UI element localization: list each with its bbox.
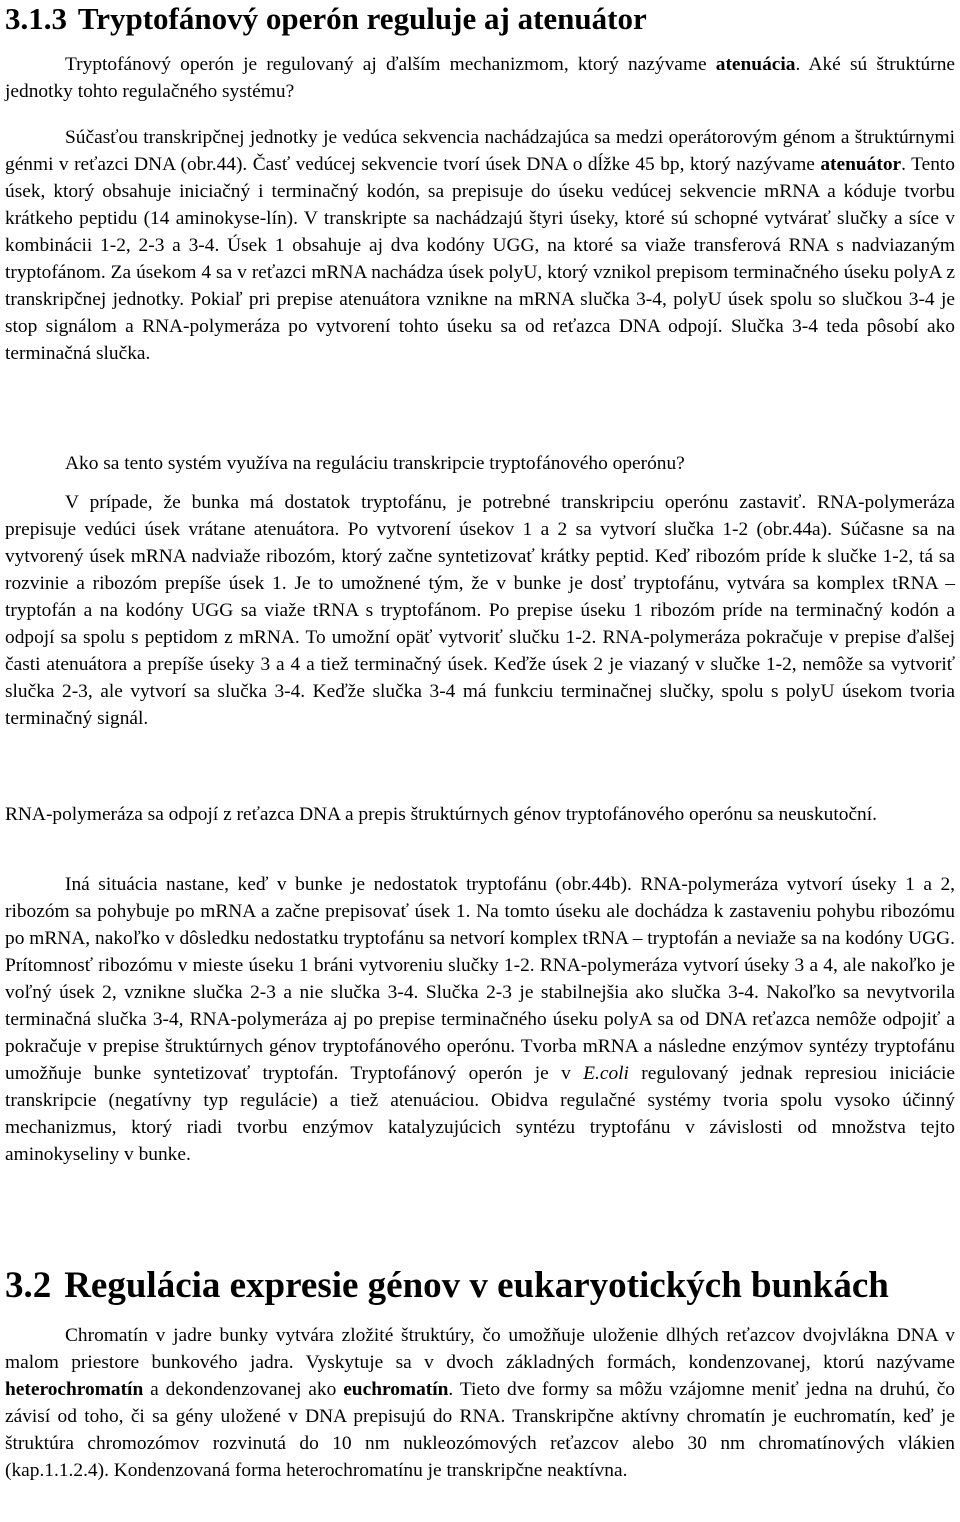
paragraph-chromatin	[5, 1322, 955, 1484]
bold-term-euchromatin: euchromatín	[343, 1379, 449, 1400]
section-heading-3-2	[5, 1262, 889, 1310]
text-run: Tryptofánový operón je regulovaný aj ďalším mechanizmom, ktorý nazývame	[65, 54, 716, 75]
section-number: 3.1.3	[5, 1, 67, 36]
paragraph-rna-polymerase-detach: RNA-polymeráza sa odpojí z reťazca DNA a prepis štruktúrnych génov tryptofánového operónu sa neuskutoční.	[5, 804, 877, 825]
text-run: regulovaný jednak represiou iniciácie transkripcie (negatívny typ regulácie) a tiež atenuáciou. Obidva regulačné systémy tvoria spolu vysoko účinný mechanizmus, ktorý riadi tvorbu enzýmov katalyzujúcich syntézu tryptofánu v závislosti od množstva tejto aminokyseliny v bunke.	[5, 1063, 955, 1165]
text-run: . Aké sú štruktúrne jednotky tohto regulačného systému?	[5, 54, 955, 102]
section-heading-3-1-3	[5, 0, 647, 38]
paragraph-lack-tryptophan	[5, 871, 955, 1168]
section-number: 3.2	[5, 1265, 52, 1306]
bold-term-heterochromatin: heterochromatín	[5, 1379, 144, 1400]
paragraph-question: Ako sa tento systém využíva na reguláciu transkripcie tryptofánového operónu?	[65, 453, 685, 474]
text-run: a dekondenzovanej ako	[143, 1379, 344, 1400]
italic-term-ecoli: E.coli	[583, 1063, 629, 1084]
bold-term-atenuacia: atenuácia	[715, 54, 796, 75]
text-run: . Tento úsek, ktorý obsahuje iniciačný i terminačný kodón, sa prepisuje do úseku vedúcej sekvencie mRNA a kóduje tvorbu krátkeho peptidu (14 aminokyse-lín). V transkripte sa nachádzajú štyri úseky, ktoré sú schopné vytvárať slučky a síce v kombinácii 1-2, 2-3 a 3-4. Úsek 1 obsahuje aj dva kodóny UGG, na ktoré sa viaže transferová RNA s nadviazaným tryptofánom. Za úsekom 4 sa v reťazci mRNA nachádza úsek polyU, ktorý vznikol prepisom terminačného úseku polyA z transkripčnej jednotky. Pokiaľ pri prepise atenuátora vznikne na mRNA slučka 3-4, polyU úsek spolu so slučkou 3-4 je stop signálom a RNA-polymeráza po vytvorení tohto úseku sa od reťazca DNA odpojí. Slučka 3-4 teda pôsobí ako terminačná slučka.	[5, 154, 955, 364]
text-run: . Tieto dve formy sa môžu vzájomne meniť jedna na druhú, čo závisí od toho, či sa gény uložené v DNA prepisujú do RNA. Transkripčne aktívny chromatín je euchromatín, keď je štruktúra chromozómov rozvinutá do 10 nm nukleozómových reťazcov alebo 30 nm chromatínových vlákien (kap.1.1.2.4). Kondenzovaná forma heterochromatínu je transkripčne neaktívna.	[5, 1379, 956, 1481]
paragraph-enough-tryptophan: V prípade, že bunka má dostatok tryptofánu, je potrebné transkripciu operónu zastaviť. RNA-polymeráza prepisuje vedúci úsek vrátane atenuátora. Po vytvorení úsekov 1 a 2 sa vytvorí slučka 1-2 (obr.44a). Súčasne sa na vytvorený úsek mRNA nadviaže ribozóm, ktorý začne syntetizovať krátky peptid. Keď ribozóm príde k slučke 1-2, tá sa rozvinie a ribozóm prepíše úsek 1. Je to umožnené tým, že v bunke je dosť tryptofánu, vytvára sa komplex tRNA – tryptofán a na kodóny UGG sa viaže tRNA s tryptofánom. Po prepise úseku 1 ribozóm príde na terminačný kodón a odpojí sa spolu s peptidom z mRNA. To umožní opäť vytvoriť slučku 1-2. RNA-polymeráza pokračuje v prepise ďalšej časti atenuátora a prepíše úseky 3 a 4 a tiež terminačný úsek. Keďže úsek 2 je viazaný v slučke 1-2, nemôže sa vytvoriť slučka 2-3, ale vytvorí sa slučka 3-4. Keďže slučka 3-4 má funkciu terminačnej slučky, spolu s polyU úsekom tvoria terminačný signál.	[5, 492, 955, 729]
bold-term-atenuator: atenuátor	[820, 154, 902, 175]
text-run: Iná situácia nastane, keď v bunke je nedostatok tryptofánu (obr.44b). RNA-polymeráza vytvorí úseky 1 a 2, ribozóm sa pohybuje po mRNA a začne prepisovať úsek 1. Na tomto úseku ale dochádza k zastaveniu pohybu ribozómu po mRNA, nakoľko v dôsledku nedostatku tryptofánu sa netvorí komplex tRNA – tryptofán a neviaže sa na kodóny UGG. Prítomnosť ribozómu v mieste úseku 1 bráni vytvoreniu slučky 1-2. RNA-polymeráza vytvorí úseky 3 a 4, ale nakoľko je voľný úsek 2, vznikne slučka 2-3 a nie slučka 3-4. Slučka 2-3 je stabilnejšia ako slučka 3-4. Nakoľko sa nevytvorila terminačná slučka 3-4, RNA-polymeráza aj po prepise terminačného úseku polyA sa od DNA reťazca nemôže odpojiť a pokračuje v prepise štruktúrnych génov tryptofánového operónu. Tvorba mRNA a následne enzýmov syntézy tryptofánu umožňuje bunke syntetizovať tryptofán. Tryptofánový operón je v	[5, 874, 955, 1084]
text-run: Súčasťou transkripčnej jednotky je vedúca sekvencia nachádzajúca sa medzi operátorovým génom a štruktúrnymi génmi v reťazci DNA (obr.44). Časť vedúcej sekvencie tvorí úsek DNA o dĺžke 45 bp, ktorý nazývame	[5, 127, 955, 175]
paragraph-leader-sequence	[5, 124, 955, 367]
text-run: Chromatín v jadre bunky vytvára zložité štruktúry, čo umožňuje uloženie dlhých reťazcov dvojvlákna DNA v malom priestore bunkového jadra. Vyskytuje sa v dvoch základných formách, kondenzovanej, ktorú nazývame	[5, 1325, 955, 1373]
section-title: Tryptofánový operón reguluje aj atenuátor	[77, 1, 647, 36]
paragraph-intro	[5, 51, 955, 105]
section-title: Regulácia expresie génov v eukaryotických bunkách	[64, 1265, 889, 1306]
